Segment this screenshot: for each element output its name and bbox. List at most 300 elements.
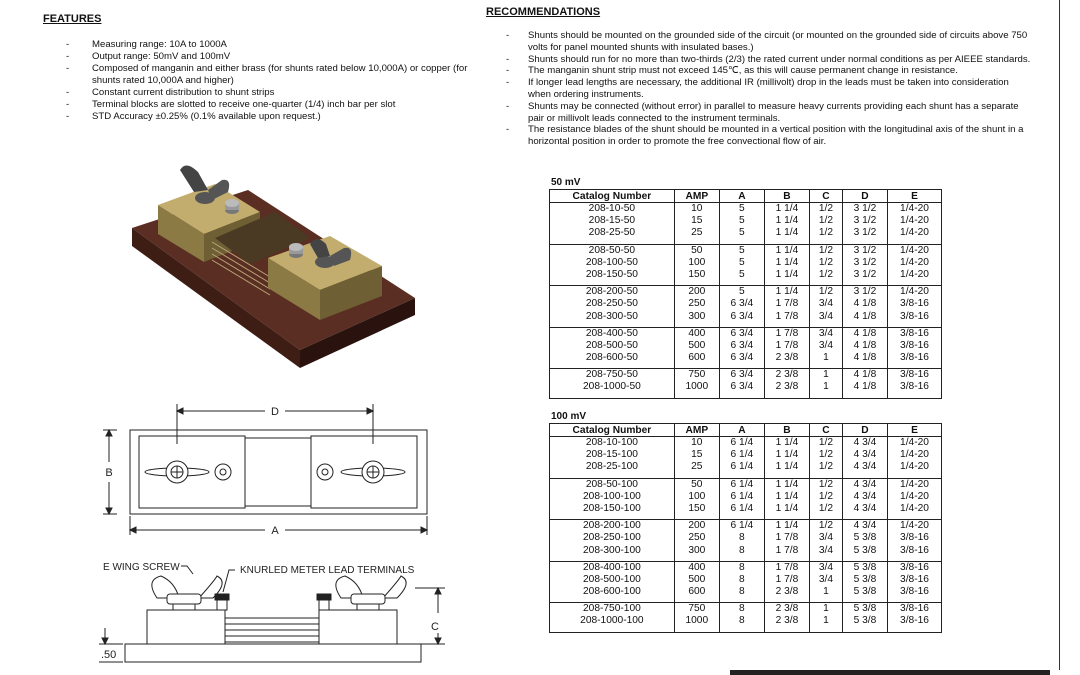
- cell-value: 4 3/4: [853, 478, 877, 490]
- cell-value: 3/4: [818, 310, 834, 322]
- cell-value: 1/4-20: [900, 520, 929, 532]
- recommendations-list: [506, 30, 1034, 148]
- table-cell: [842, 244, 887, 286]
- cell-value: 3 1/2: [853, 268, 877, 280]
- cell-value: 200: [688, 286, 706, 298]
- cell-value: 6 1/4: [730, 502, 754, 514]
- cell-value: 208-300-50: [585, 310, 638, 322]
- cell-value: 1/2: [818, 502, 834, 514]
- cell-value: 3/4: [818, 573, 834, 585]
- table-cell: [550, 327, 675, 369]
- table-cell: [809, 327, 842, 369]
- cell-value: 1/2: [818, 227, 834, 239]
- table-cell: [674, 369, 719, 398]
- cell-value: 6 3/4: [730, 327, 754, 339]
- cell-value: 200: [688, 520, 706, 532]
- cell-value: 5: [739, 203, 745, 214]
- cell-value: 100: [688, 490, 706, 502]
- cell-value: 5 3/8: [853, 603, 877, 615]
- features-heading: FEATURES: [43, 13, 102, 25]
- cell-value: 3/8-16: [900, 615, 929, 627]
- cell-value: 250: [688, 298, 706, 310]
- cell-value: 25: [691, 461, 703, 473]
- knurled-terminal-icon: [317, 594, 331, 610]
- cell-value: 3/8-16: [900, 352, 929, 364]
- table-cell: [674, 327, 719, 369]
- table-cell: [719, 369, 764, 398]
- cell-value: 750: [688, 603, 706, 615]
- cell-value: 8: [739, 586, 745, 598]
- cell-value: 10: [691, 437, 703, 448]
- cell-value: 6 3/4: [730, 352, 754, 364]
- cell-value: 208-150-50: [585, 268, 638, 280]
- cell-value: 1 1/4: [775, 268, 799, 280]
- recommendation-item: - Shunts may be connected (without error) in parallel to measure heavy currents providing each shunt has a separate pair or millivolt leads connected to the instrument terminals.: [506, 101, 1034, 125]
- cell-value: 208-15-50: [588, 215, 636, 227]
- page-footer-bar: [730, 670, 1050, 675]
- knurled-terminal-icon: [289, 243, 303, 258]
- cell-value: 5: [739, 268, 745, 280]
- cell-value: 1/4-20: [900, 449, 929, 461]
- cell-value: 1: [823, 381, 829, 393]
- cell-value: 208-25-50: [588, 227, 636, 239]
- column-header: D: [842, 424, 887, 437]
- cell-value: 208-200-100: [583, 520, 641, 532]
- cell-value: 4 3/4: [853, 461, 877, 473]
- table-cell: [719, 203, 764, 245]
- table-cell: [550, 603, 675, 632]
- table-row-group: [550, 244, 942, 286]
- cell-value: 6 1/4: [730, 449, 754, 461]
- column-header: E: [888, 424, 942, 437]
- cell-value: 1/4-20: [900, 268, 929, 280]
- wing-screw-label: E WING SCREW: [103, 562, 180, 573]
- recommendations-heading: RECOMMENDATIONS: [486, 6, 601, 18]
- cell-value: 8: [739, 532, 745, 544]
- cell-value: 5: [739, 256, 745, 268]
- cell-value: 750: [688, 369, 706, 381]
- table-cell: [842, 286, 887, 328]
- side-view-drawing: [95, 558, 455, 670]
- cell-value: 1/2: [818, 203, 834, 214]
- table-row-group: [550, 203, 942, 245]
- table-cell: [550, 561, 675, 603]
- cell-value: 6 1/4: [730, 490, 754, 502]
- column-header: B: [764, 190, 809, 203]
- top-view-drawing: [95, 400, 435, 550]
- cell-value: 208-50-100: [585, 478, 638, 490]
- cell-value: 3/8-16: [900, 381, 929, 393]
- cell-value: 1 1/4: [775, 437, 799, 448]
- cell-value: 1/2: [818, 437, 834, 448]
- cell-value: 208-750-100: [583, 603, 641, 615]
- table-cell: [809, 437, 842, 479]
- cell-value: 208-600-100: [583, 586, 641, 598]
- cell-value: 1 1/4: [775, 449, 799, 461]
- cell-value: 4 1/8: [853, 310, 877, 322]
- cell-value: 208-150-100: [583, 502, 641, 514]
- table-cell: [550, 478, 675, 520]
- cell-value: 4 1/8: [853, 298, 877, 310]
- cell-value: 208-25-100: [585, 461, 638, 473]
- side-view-base: [125, 644, 421, 662]
- cell-value: 1 1/4: [775, 478, 799, 490]
- cell-value: 8: [739, 573, 745, 585]
- cell-value: 6 1/4: [730, 437, 754, 448]
- cell-value: 1/4-20: [900, 227, 929, 239]
- cell-value: 4 1/8: [853, 381, 877, 393]
- table-cell: [719, 603, 764, 632]
- table-cell: [550, 244, 675, 286]
- cell-value: 1/4-20: [900, 502, 929, 514]
- cell-value: 1 7/8: [775, 532, 799, 544]
- table-cell: [719, 286, 764, 328]
- cell-value: 1/2: [818, 449, 834, 461]
- table-cell: [674, 203, 719, 245]
- cell-value: 1 7/8: [775, 573, 799, 585]
- cell-value: 3/8-16: [900, 573, 929, 585]
- column-header: D: [842, 190, 887, 203]
- cell-value: 1 1/4: [775, 286, 799, 298]
- table-cell: [842, 520, 887, 562]
- table-cell: [809, 603, 842, 632]
- dimension-label-c: C: [431, 621, 439, 633]
- cell-value: 1 1/4: [775, 520, 799, 532]
- cell-value: 4 3/4: [853, 449, 877, 461]
- cell-value: 3 1/2: [853, 286, 877, 298]
- table-cell: [809, 478, 842, 520]
- table-cell: [719, 437, 764, 479]
- cell-value: 1/4-20: [900, 478, 929, 490]
- table-cell: [842, 327, 887, 369]
- cell-value: 1/4-20: [900, 490, 929, 502]
- cell-value: 2 3/8: [775, 381, 799, 393]
- cell-value: 1 1/4: [775, 215, 799, 227]
- table-cell: [842, 478, 887, 520]
- table-cell: [764, 561, 809, 603]
- cell-value: 6 3/4: [730, 339, 754, 351]
- cell-value: 4 1/8: [853, 369, 877, 381]
- column-header: B: [764, 424, 809, 437]
- cell-value: 1/2: [818, 478, 834, 490]
- table-cell: [674, 561, 719, 603]
- table-cell: [550, 286, 675, 328]
- cell-value: 300: [688, 310, 706, 322]
- cell-value: 1/4-20: [900, 215, 929, 227]
- table-header-row: [550, 424, 942, 437]
- cell-value: 4 1/8: [853, 339, 877, 351]
- table-cell: [719, 244, 764, 286]
- cell-value: 208-300-100: [583, 544, 641, 556]
- cell-value: 208-400-50: [585, 327, 638, 339]
- cell-value: 208-250-100: [583, 532, 641, 544]
- cell-value: 4 3/4: [853, 502, 877, 514]
- table-cell: [888, 203, 942, 245]
- cell-value: 15: [691, 215, 703, 227]
- table-cell: [764, 244, 809, 286]
- cell-value: 5 3/8: [853, 573, 877, 585]
- cell-value: 4 3/4: [853, 490, 877, 502]
- cell-value: 3/4: [818, 561, 834, 573]
- cell-value: 1/4-20: [900, 244, 929, 256]
- cell-value: 5 3/8: [853, 561, 877, 573]
- table-cell: [674, 520, 719, 562]
- cell-value: 5: [739, 286, 745, 298]
- cell-value: 2 3/8: [775, 352, 799, 364]
- feature-item: - STD Accuracy ±0.25% (0.1% available upon request.): [66, 111, 486, 123]
- cell-value: 15: [691, 449, 703, 461]
- table-cell: [764, 327, 809, 369]
- cell-value: 208-10-100: [585, 437, 638, 448]
- cell-value: 400: [688, 561, 706, 573]
- cell-value: 208-100-50: [585, 256, 638, 268]
- table-cell: [842, 437, 887, 479]
- table-cell: [888, 369, 942, 398]
- cell-value: 50: [691, 244, 703, 256]
- cell-value: 3/8-16: [900, 544, 929, 556]
- table-row-group: [550, 561, 942, 603]
- table-cell: [764, 437, 809, 479]
- cell-value: 3/4: [818, 532, 834, 544]
- feature-item: - Measuring range: 10A to 1000A: [66, 39, 486, 51]
- table-cell: [719, 520, 764, 562]
- left-block-side: [147, 610, 225, 644]
- cell-value: 1 1/4: [775, 227, 799, 239]
- cell-value: 25: [691, 227, 703, 239]
- dimension-label-b: B: [105, 467, 113, 479]
- cell-value: 6 1/4: [730, 461, 754, 473]
- table-cell: [719, 327, 764, 369]
- column-header: E: [888, 190, 942, 203]
- cell-value: 8: [739, 603, 745, 615]
- cell-value: 208-200-50: [585, 286, 638, 298]
- cell-value: 5 3/8: [853, 532, 877, 544]
- cell-value: 3/8-16: [900, 561, 929, 573]
- cell-value: 3/8-16: [900, 586, 929, 598]
- cell-value: 8: [739, 544, 745, 556]
- cell-value: 3 1/2: [853, 215, 877, 227]
- column-header: Catalog Number: [550, 190, 675, 203]
- cell-value: 3 1/2: [853, 227, 877, 239]
- cell-value: 1 7/8: [775, 561, 799, 573]
- table-cell: [550, 520, 675, 562]
- cell-value: 1 7/8: [775, 327, 799, 339]
- table-cell: [764, 203, 809, 245]
- cell-value: 3/8-16: [900, 532, 929, 544]
- table-row-group: [550, 286, 942, 328]
- recommendation-item: - If longer lead lengths are necessary, the additional IR (millivolt) drop in the leads must be taken into consideration when ordering instruments.: [506, 77, 1034, 101]
- table-cell: [550, 203, 675, 245]
- cell-value: 1: [823, 603, 829, 615]
- table-cell: [719, 478, 764, 520]
- cell-value: 1/4-20: [900, 286, 929, 298]
- cell-value: 10: [691, 203, 703, 214]
- wing-screw-icon: [152, 576, 222, 610]
- table-cell: [764, 286, 809, 328]
- column-header: A: [719, 190, 764, 203]
- cell-value: 1/4-20: [900, 461, 929, 473]
- table-cell: [888, 327, 942, 369]
- cell-value: 150: [688, 502, 706, 514]
- feature-item: - Terminal blocks are slotted to receive one-quarter (1/4) inch bar per slot: [66, 99, 486, 111]
- cell-value: 1000: [685, 615, 709, 627]
- cell-value: 3/8-16: [900, 298, 929, 310]
- cell-value: 2 3/8: [775, 369, 799, 381]
- cell-value: 1 1/4: [775, 461, 799, 473]
- cell-value: 208-100-100: [583, 490, 641, 502]
- table-cell: [764, 369, 809, 398]
- cell-value: 400: [688, 327, 706, 339]
- table-row-group: [550, 437, 942, 479]
- cell-value: 300: [688, 544, 706, 556]
- wing-screw-icon: [341, 461, 405, 483]
- cell-value: 150: [688, 268, 706, 280]
- table-cell: [809, 561, 842, 603]
- recommendation-item: - The resistance blades of the shunt should be mounted in a vertical position with the longitudinal axis of the shunt in a horizontal position in order to promote the free convectional flow of air.: [506, 124, 1034, 148]
- cell-value: 6 3/4: [730, 369, 754, 381]
- table-row-group: [550, 327, 942, 369]
- terminal-icon: [317, 464, 333, 480]
- cell-value: 500: [688, 339, 706, 351]
- cell-value: 1/2: [818, 244, 834, 256]
- column-header: A: [719, 424, 764, 437]
- cell-value: 50: [691, 478, 703, 490]
- cell-value: 5: [739, 227, 745, 239]
- recommendation-item: - The manganin shunt strip must not exceed 145℃, as this will cause permanent change in resistance.: [506, 65, 1034, 77]
- dimension-label-base: .50: [101, 649, 117, 661]
- table-cell: [764, 478, 809, 520]
- cell-value: 3/8-16: [900, 339, 929, 351]
- knurled-terminal-icon: [225, 199, 239, 214]
- cell-value: 1/2: [818, 286, 834, 298]
- dimension-label-d: D: [271, 406, 279, 418]
- cell-value: 208-250-50: [585, 298, 638, 310]
- cell-value: 1 1/4: [775, 203, 799, 214]
- cell-value: 5: [739, 244, 745, 256]
- table-cell: [809, 520, 842, 562]
- cell-value: 3/8-16: [900, 369, 929, 381]
- recommendation-item: - Shunts should run for no more than two-thirds (2/3) the rated current under normal conditions as per AIEEE standards.: [506, 54, 1034, 66]
- cell-value: 1 7/8: [775, 544, 799, 556]
- cell-value: 208-750-50: [585, 369, 638, 381]
- spec-table-100mv: [549, 423, 942, 633]
- cell-value: 208-400-100: [583, 561, 641, 573]
- cell-value: 1/2: [818, 490, 834, 502]
- table-cell: [888, 478, 942, 520]
- cell-value: 600: [688, 586, 706, 598]
- dimension-label-a: A: [271, 525, 279, 537]
- cell-value: 3/4: [818, 339, 834, 351]
- cell-value: 1/2: [818, 215, 834, 227]
- cell-value: 1/4-20: [900, 203, 929, 214]
- cell-value: 208-600-50: [585, 352, 638, 364]
- table-cell: [550, 437, 675, 479]
- feature-item: - Composed of manganin and either brass (for shunts rated below 10,000A) or copper (for shunts rated 10,000A and higher): [66, 63, 486, 87]
- cell-value: 6 3/4: [730, 310, 754, 322]
- right-block-side: [319, 610, 397, 644]
- cell-value: 208-500-100: [583, 573, 641, 585]
- terminals-label: KNURLED METER LEAD TERMINALS: [240, 565, 415, 576]
- table-cell: [888, 561, 942, 603]
- cell-value: 3/4: [818, 327, 834, 339]
- table-cell: [674, 478, 719, 520]
- cell-value: 1/2: [818, 461, 834, 473]
- cell-value: 1 1/4: [775, 256, 799, 268]
- cell-value: 2 3/8: [775, 615, 799, 627]
- table-cell: [842, 203, 887, 245]
- cell-value: 1 7/8: [775, 339, 799, 351]
- cell-value: 3/4: [818, 298, 834, 310]
- table-cell: [842, 603, 887, 632]
- table-cell: [888, 286, 942, 328]
- spec-table-50mv: [549, 189, 942, 399]
- cell-value: 5 3/8: [853, 615, 877, 627]
- cell-value: 1/4-20: [900, 437, 929, 448]
- cell-value: 4 1/8: [853, 327, 877, 339]
- column-header: C: [809, 424, 842, 437]
- cell-value: 1/4-20: [900, 256, 929, 268]
- cell-value: 5: [739, 215, 745, 227]
- table-cell: [674, 603, 719, 632]
- table-row-group: [550, 369, 942, 398]
- cell-value: 208-1000-100: [580, 615, 644, 627]
- cell-value: 6 3/4: [730, 381, 754, 393]
- column-header: Catalog Number: [550, 424, 675, 437]
- cell-value: 1: [823, 369, 829, 381]
- cell-value: 3/4: [818, 544, 834, 556]
- cell-value: 1 1/4: [775, 502, 799, 514]
- table-cell: [809, 203, 842, 245]
- column-header: C: [809, 190, 842, 203]
- cell-value: 3 1/2: [853, 203, 877, 214]
- cell-value: 1 7/8: [775, 298, 799, 310]
- table-header-row: [550, 190, 942, 203]
- cell-value: 6 1/4: [730, 520, 754, 532]
- shunt-illustration: [120, 150, 420, 380]
- table-cell: [888, 520, 942, 562]
- table-row-group: [550, 520, 942, 562]
- cell-value: 4 3/4: [853, 437, 877, 448]
- table-title-100mv: 100 mV: [551, 411, 587, 422]
- table-cell: [764, 603, 809, 632]
- cell-value: 100: [688, 256, 706, 268]
- cell-value: 5 3/8: [853, 544, 877, 556]
- cell-value: 4 1/8: [853, 352, 877, 364]
- table-cell: [764, 520, 809, 562]
- page-border: [1059, 0, 1060, 670]
- cell-value: 500: [688, 573, 706, 585]
- cell-value: 3/8-16: [900, 603, 929, 615]
- table-cell: [888, 244, 942, 286]
- column-header: AMP: [674, 190, 719, 203]
- column-header: AMP: [674, 424, 719, 437]
- cell-value: 3/8-16: [900, 327, 929, 339]
- cell-value: 1: [823, 352, 829, 364]
- recommendation-item: - Shunts should be mounted on the grounded side of the circuit (or mounted on the grounded side of circuits above 750 volts for panel mounted shunts with insulated bases.): [506, 30, 1034, 54]
- cell-value: 2 3/8: [775, 586, 799, 598]
- cell-value: 208-500-50: [585, 339, 638, 351]
- cell-value: 208-15-100: [585, 449, 638, 461]
- cell-value: 6 3/4: [730, 298, 754, 310]
- cell-value: 2 3/8: [775, 603, 799, 615]
- wing-screw-icon: [336, 576, 406, 610]
- cell-value: 1 1/4: [775, 490, 799, 502]
- table-cell: [809, 286, 842, 328]
- cell-value: 1/2: [818, 268, 834, 280]
- table-cell: [888, 437, 942, 479]
- cell-value: 4 3/4: [853, 520, 877, 532]
- cell-value: 5 3/8: [853, 586, 877, 598]
